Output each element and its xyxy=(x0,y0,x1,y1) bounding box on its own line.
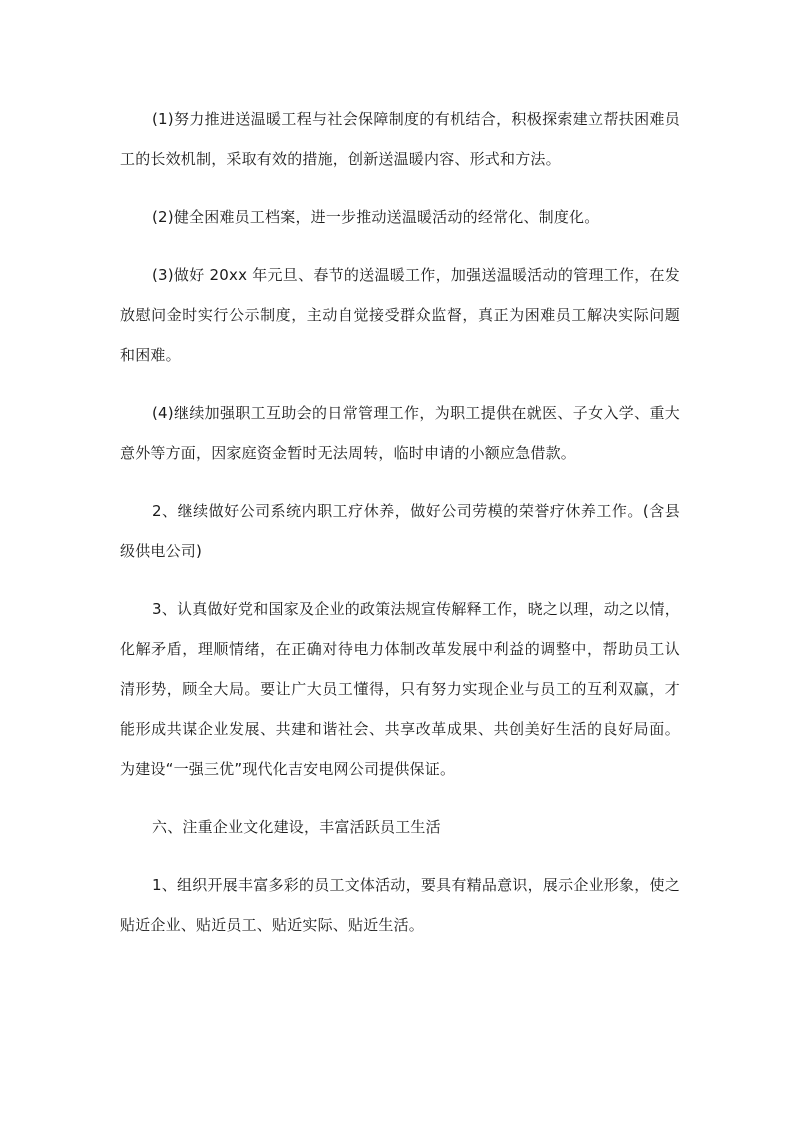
paragraph-item-7: 1、组织开展丰富多彩的员工文体活动，要具有精品意识，展示企业形象，使之贴近企业、贴近员工、贴近实际、贴近生活。 xyxy=(120,876,680,934)
paragraph-item-2: (2)健全困难员工档案，进一步推动送温暖活动的经常化、制度化。 xyxy=(152,208,600,226)
section-heading: 六、注重企业文化建设，丰富活跃员工生活 xyxy=(152,818,441,836)
paragraph-item-3: (3)做好 20xx 年元旦、春节的送温暖工作，加强送温暖活动的管理工作，在发放慰问金时实行公示制度，主动自觉接受群众监督，真正为困难员工解决实际问题和困难。 xyxy=(120,266,680,364)
paragraph-item-5: 2、继续做好公司系统内职工疗休养，做好公司劳模的荣誉疗休养工作。(含县级供电公司) xyxy=(120,502,680,560)
paragraph-item-1: (1)努力推进送温暖工程与社会保障制度的有机结合，积极探索建立帮扶困难员工的长效机制，采取有效的措施，创新送温暖内容、形式和方法。 xyxy=(120,110,680,168)
paragraph-item-4: (4)继续加强职工互助会的日常管理工作，为职工提供在就医、子女入学、重大意外等方面，因家庭资金暂时无法周转，临时申请的小额应急借款。 xyxy=(120,404,680,462)
paragraph-item-6: 3、认真做好党和国家及企业的政策法规宣传解释工作，晓之以理，动之以情，化解矛盾，理顺情绪，在正确对待电力体制改革发展中利益的调整中，帮助员工认清形势，顾全大局。要让广大员工懂得，只有努力实现企业与员工的互利双赢，才能形成共谋企业发展、共建和谐社会、共享改革成果、共创美好生活的良好局面。为建设“一强三优”现代化吉安电网公司提供保证。 xyxy=(120,600,680,778)
document-body xyxy=(120,99,680,963)
